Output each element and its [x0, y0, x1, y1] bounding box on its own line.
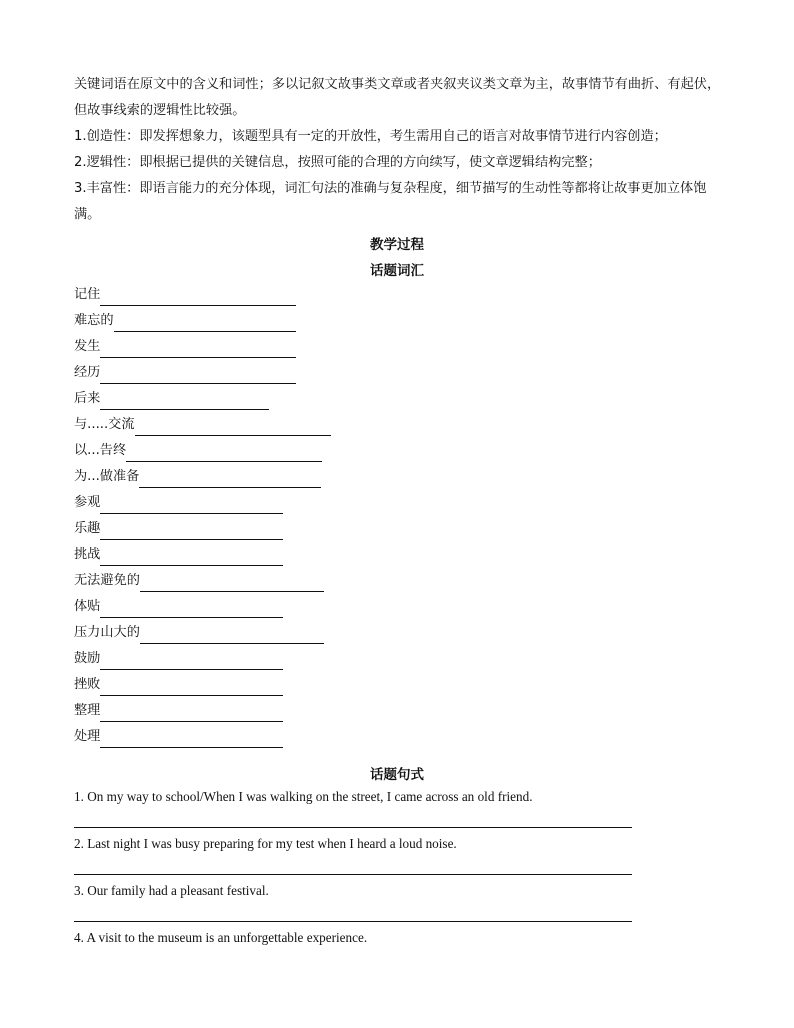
vocab-answer-blank[interactable] — [100, 496, 283, 514]
vocab-answer-blank[interactable] — [140, 574, 324, 592]
vocab-label: 为...做准备 — [74, 469, 140, 484]
vocab-label: 与.....交流 — [74, 417, 135, 432]
intro-paragraph-4: 3.丰富性：即语言能力的充分体现，词汇句法的准确与复杂程度，细节描写的生动性等都将让故事更加立体饱满。 — [74, 181, 707, 222]
intro-paragraph-3: 2.逻辑性：即根据已提供的关键信息，按照可能的合理的方向续写，使文章逻辑结构完整； — [74, 155, 601, 170]
vocab-answer-blank[interactable] — [100, 678, 283, 696]
vocab-answer-blank[interactable] — [135, 418, 331, 436]
vocab-item — [74, 336, 296, 362]
vocab-item — [74, 492, 283, 518]
intro-paragraph-1: 关键词语在原文中的含义和词性；多以记叙文故事类文章或者夹叙夹议类文章为主，故事情节有曲折、有起伏，但故事线索的逻辑性比较强。 — [74, 77, 721, 118]
vocab-label: 挑战 — [74, 547, 101, 562]
vocab-label: 挫败 — [74, 677, 101, 692]
vocab-item — [74, 700, 283, 726]
section-heading-topic-vocabulary: 话题词汇 — [370, 263, 424, 279]
vocab-answer-blank[interactable] — [100, 704, 283, 722]
sentence-prompt-3: 3. Our family had a pleasant festival. — [74, 883, 269, 898]
vocab-label: 无法避免的 — [74, 573, 140, 588]
vocab-label: 难忘的 — [74, 313, 114, 328]
sentence-prompt-2: 2. Last night I was busy preparing for my test when I heard a loud noise. — [74, 836, 457, 851]
vocab-label: 压力山大的 — [74, 625, 140, 640]
vocab-answer-blank[interactable] — [100, 366, 296, 384]
vocab-label: 乐趣 — [74, 521, 101, 536]
vocab-item — [74, 440, 322, 466]
vocab-item — [74, 570, 324, 596]
vocab-item — [74, 284, 296, 310]
vocab-answer-blank[interactable] — [100, 340, 296, 358]
sentence-prompt-1: 1. On my way to school/When I was walking on the street, I came across an old friend. — [74, 789, 533, 804]
vocab-item — [74, 726, 283, 752]
sentence-answer-line[interactable] — [74, 827, 632, 828]
vocab-item — [74, 596, 283, 622]
sentence-answer-line[interactable] — [74, 921, 632, 922]
vocab-item — [74, 544, 283, 570]
sentence-prompt-4: 4. A visit to the museum is an unforgettable experience. — [74, 930, 368, 945]
vocab-item — [74, 310, 296, 336]
vocab-item — [74, 362, 296, 388]
vocab-answer-blank[interactable] — [140, 626, 324, 644]
vocab-answer-blank[interactable] — [114, 314, 296, 332]
vocab-item — [74, 622, 324, 648]
vocab-item — [74, 674, 283, 700]
vocab-answer-blank[interactable] — [100, 730, 283, 748]
vocab-answer-blank[interactable] — [100, 522, 283, 540]
vocab-label: 整理 — [74, 703, 101, 718]
vocab-item — [74, 648, 283, 674]
section-heading-topic-sentences: 话题句式 — [370, 767, 424, 783]
vocab-label: 处理 — [74, 729, 101, 744]
vocab-label: 后来 — [74, 391, 101, 406]
vocab-answer-blank[interactable] — [139, 470, 321, 488]
vocab-item — [74, 388, 269, 414]
vocab-label: 经历 — [74, 365, 101, 380]
vocab-label: 发生 — [74, 339, 101, 354]
vocab-answer-blank[interactable] — [100, 392, 269, 410]
intro-paragraph-2: 1.创造性：即发挥想象力，该题型具有一定的开放性，考生需用自己的语言对故事情节进行内容创造； — [74, 129, 667, 144]
vocab-label: 记住 — [74, 287, 101, 302]
vocab-label: 参观 — [74, 495, 101, 510]
vocab-item — [74, 466, 321, 492]
vocab-item — [74, 518, 283, 544]
vocab-label: 体贴 — [74, 599, 101, 614]
vocab-item — [74, 414, 331, 440]
vocab-label: 鼓励 — [74, 651, 101, 666]
vocab-answer-blank[interactable] — [100, 288, 296, 306]
vocab-answer-blank[interactable] — [100, 600, 283, 618]
vocab-answer-blank[interactable] — [100, 548, 283, 566]
section-heading-teaching-process: 教学过程 — [370, 237, 424, 253]
vocab-answer-blank[interactable] — [126, 444, 322, 462]
vocab-label: 以...告终 — [74, 443, 127, 458]
vocab-answer-blank[interactable] — [100, 652, 283, 670]
sentence-answer-line[interactable] — [74, 874, 632, 875]
